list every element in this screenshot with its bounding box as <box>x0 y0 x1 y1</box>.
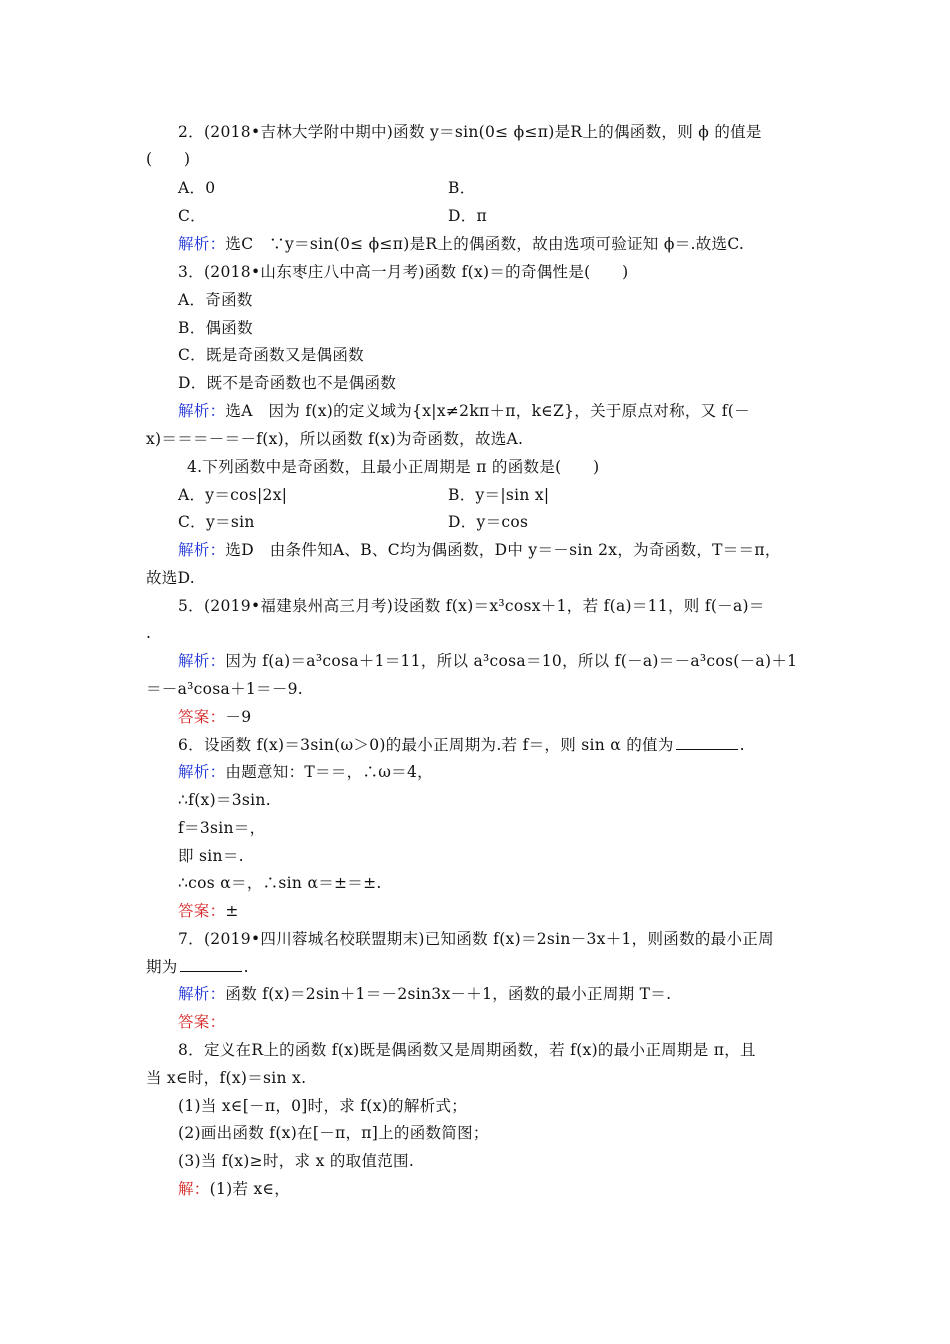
solution-label: 解： <box>178 1180 210 1198</box>
q6-stem-text: 6．设函数 f(x)＝3sin(ω＞0)的最小正周期为.若 f＝，则 sin α 的值为 <box>178 736 674 754</box>
solution-text: 选C ∵y＝sin(0≤ ϕ≤π)是R上的偶函数，故由选项可验证知 ϕ＝.故选C. <box>225 235 745 253</box>
q6-stem <box>178 735 745 755</box>
solution-label: 解析： <box>178 541 226 559</box>
answer-text: －9 <box>225 708 252 726</box>
q7-stem-cont <box>146 957 249 977</box>
answer-label: 答案： <box>178 708 226 726</box>
q2-option-d: D．π <box>448 207 488 225</box>
q5-solution <box>178 651 797 671</box>
q6-solution-step: f＝3sin＝， <box>178 819 266 837</box>
q5-solution-cont: ＝－a³cosa＋1＝－9. <box>146 680 304 698</box>
q6-answer <box>178 901 239 921</box>
q8-solution <box>178 1179 290 1199</box>
q3-option-a: A．奇函数 <box>178 291 253 309</box>
solution-text: (1)若 x∈， <box>209 1180 291 1198</box>
solution-label: 解析： <box>178 985 226 1003</box>
q3-solution-cont: x)＝＝＝－＝－f(x)，所以函数 f(x)为奇函数，故选A. <box>146 430 524 448</box>
solution-text: 因为 f(a)＝a³cosa＋1＝11，所以 a³cosa＝10，所以 f(－a)＝－a³cos(－a)＋1 <box>225 652 798 670</box>
q6-solution-step: ∴cos α＝，∴sin α＝±＝±. <box>178 874 382 892</box>
q3-option-c: C．既是奇函数又是偶函数 <box>178 346 364 364</box>
solution-label: 解析： <box>178 763 226 781</box>
q8-stem: 8．定义在R上的函数 f(x)既是偶函数又是周期函数，若 f(x)的最小正周期是 π，且 <box>178 1041 756 1059</box>
q7-stem: 7．(2019•四川蓉城名校联盟期末)已知函数 f(x)＝2sin－3x＋1，则函数的最小正周 <box>178 930 774 948</box>
q8-part-2: (2)画出函数 f(x)在[－π，π]上的函数简图； <box>178 1124 489 1142</box>
solution-label: 解析： <box>178 652 226 670</box>
q4-option-c: C．y＝sin <box>178 513 255 531</box>
q4-stem: 4.下列函数中是奇函数，且最小正周期是 π 的函数是( ) <box>187 458 600 476</box>
solution-label: 解析： <box>178 235 226 253</box>
solution-text: 选A 因为 f(x)的定义域为{x|x≠2kπ＋π，k∈Z}，关于原点对称，又 f(－ <box>225 402 750 420</box>
solution-label: 解析： <box>178 402 226 420</box>
q7-answer <box>178 1012 225 1032</box>
q7-stem-text: 期为 <box>146 958 178 976</box>
q5-answer <box>178 707 251 727</box>
answer-label: 答案： <box>178 1013 226 1031</box>
answer-text: ± <box>225 902 239 920</box>
q2-bracket: ( ) <box>146 150 191 168</box>
q4-option-d: D．y＝cos <box>448 513 529 531</box>
q2-option-a: A．0 <box>178 179 216 197</box>
q4-solution-cont: 故选D. <box>146 569 196 587</box>
q2-option-c: C． <box>178 207 206 225</box>
q3-solution <box>178 401 750 421</box>
q6-stem-end: . <box>739 736 745 754</box>
q8-part-3: (3)当 f(x)≥时，求 x 的取值范围. <box>178 1152 415 1170</box>
q2-stem: 2．(2018•吉林大学附中期中)函数 y＝sin(0≤ ϕ≤π)是R上的偶函数，则 ϕ 的值是 <box>178 123 762 141</box>
q7-solution <box>178 984 671 1004</box>
q7-stem-end: . <box>243 958 249 976</box>
solution-text: 选D 由条件知A、B、C均为偶函数，D中 y＝－sin 2x，为奇函数，T＝＝π， <box>225 541 781 559</box>
answer-blank <box>676 735 738 750</box>
q5-stem: 5．(2019•福建泉州高三月考)设函数 f(x)＝x³cosx＋1，若 f(a)＝11，则 f(－a)＝ <box>178 597 765 615</box>
q6-solution-step: 即 sin＝. <box>178 847 244 865</box>
q4-option-a: A．y＝cos|2x| <box>178 486 288 504</box>
q6-solution <box>178 762 433 782</box>
q2-option-b: B． <box>448 179 476 197</box>
q4-solution <box>178 540 781 560</box>
answer-label: 答案： <box>178 902 226 920</box>
q8-part-1: (1)当 x∈[－π，0]时，求 f(x)的解析式； <box>178 1097 468 1115</box>
solution-text: 由题意知：T＝＝，∴ω＝4， <box>225 763 433 781</box>
q5-stem-cont: . <box>146 624 152 642</box>
q6-solution-step: ∴f(x)＝3sin. <box>178 791 271 809</box>
q3-option-b: B．偶函数 <box>178 319 253 337</box>
answer-blank <box>180 957 242 972</box>
q3-option-d: D．既不是奇函数也不是偶函数 <box>178 374 397 392</box>
q8-stem-cont: 当 x∈时，f(x)＝sin x. <box>146 1069 307 1087</box>
q2-solution <box>178 234 744 254</box>
solution-text: 函数 f(x)＝2sin＋1＝－2sin3x－＋1，函数的最小正周期 T＝. <box>225 985 672 1003</box>
q4-option-b: B．y＝|sin x| <box>448 486 550 504</box>
q3-stem: 3．(2018•山东枣庄八中高一月考)函数 f(x)＝的奇偶性是( ) <box>178 263 629 281</box>
